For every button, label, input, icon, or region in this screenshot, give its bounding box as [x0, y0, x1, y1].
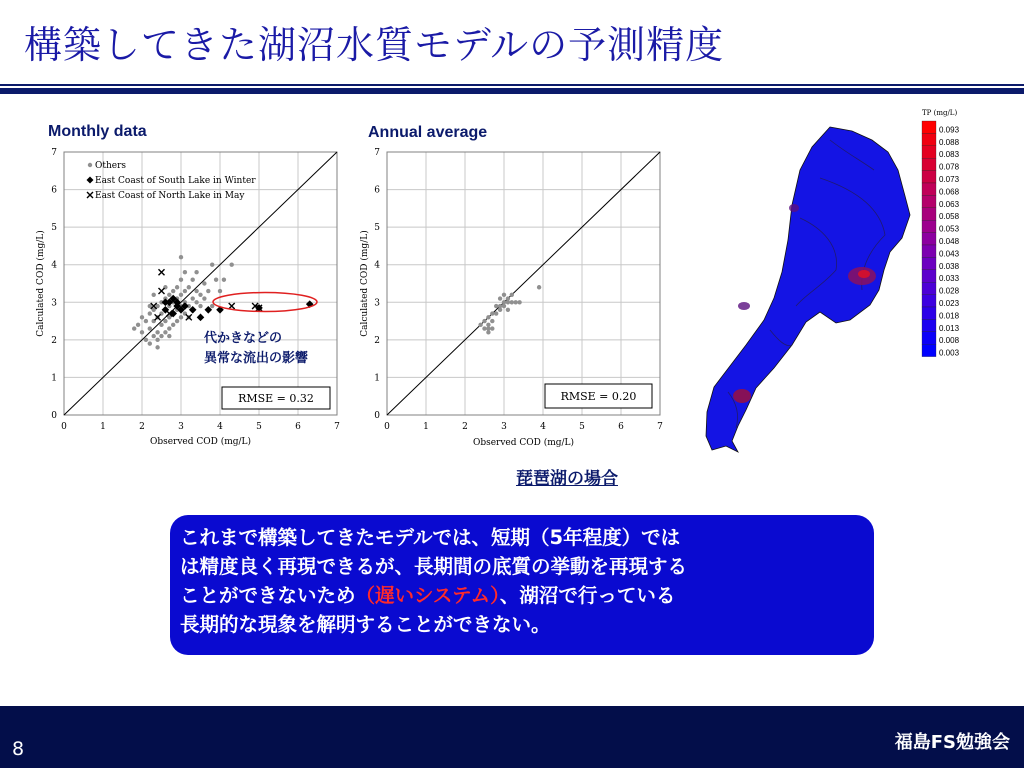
colorbar-swatch	[922, 270, 936, 282]
colorbar-swatch	[922, 158, 936, 170]
note-line-2: は精度良く再現できるが、長期間の底質の挙動を再現する	[180, 555, 688, 578]
data-point-others	[194, 289, 198, 293]
data-point-others	[222, 278, 226, 282]
colorbar-swatch	[922, 195, 936, 207]
colorbar-swatch	[922, 208, 936, 220]
data-point-others	[140, 315, 144, 319]
data-point-others	[202, 281, 206, 285]
colorbar-swatch	[922, 133, 936, 145]
lake-hotspot	[789, 204, 799, 212]
data-point-others	[506, 300, 510, 304]
data-point-others	[494, 304, 498, 308]
colorbar-swatch	[922, 171, 936, 183]
legend-marker-others	[88, 163, 92, 167]
data-point-others	[163, 330, 167, 334]
legend-marker-diamond	[87, 177, 94, 184]
colorbar-swatch	[922, 282, 936, 294]
lake-hotspot	[733, 389, 751, 403]
data-point-others	[155, 330, 159, 334]
data-point-others	[537, 285, 541, 289]
note-line-3-suffix: 、湖沼で行っている	[499, 584, 676, 607]
data-point-others	[152, 334, 156, 338]
data-point-others	[148, 326, 152, 330]
y-tick-label: 1	[374, 373, 380, 384]
rmse-label: RMSE = 0.32	[238, 392, 314, 405]
x-tick-label: 0	[61, 422, 67, 432]
data-point-north-lake-may	[159, 269, 165, 275]
page-number: 8	[12, 738, 25, 760]
legend-label: East Coast of North Lake in May	[95, 191, 245, 201]
data-point-others	[214, 278, 218, 282]
data-point-others	[163, 319, 167, 323]
chart-title: Monthly data	[48, 123, 147, 140]
colorbar-label: 0.088	[939, 137, 960, 147]
colorbar-swatch	[922, 146, 936, 158]
data-point-others	[155, 345, 159, 349]
colorbar-label: 0.003	[939, 348, 960, 358]
y-tick-label: 6	[51, 185, 57, 196]
colorbar-label: 0.093	[939, 125, 960, 135]
data-point-others	[183, 270, 187, 274]
data-point-others	[198, 304, 202, 308]
x-tick-label: 3	[178, 422, 184, 432]
data-point-others	[490, 311, 494, 315]
data-point-others	[494, 311, 498, 315]
colorbar-label: 0.073	[939, 175, 960, 184]
data-point-others	[198, 293, 202, 297]
data-point-north-lake-may	[159, 288, 165, 294]
colorbar-swatch	[922, 121, 936, 133]
colorbar-label: 0.023	[939, 299, 960, 308]
lake-hotspot	[858, 270, 870, 278]
annotation-line-1: 代かきなどの	[204, 330, 283, 345]
colorbar-label: 0.068	[939, 187, 960, 197]
colorbar-swatch	[922, 220, 936, 232]
y-tick-label: 7	[51, 148, 57, 158]
colorbar-label: 0.053	[939, 224, 960, 234]
colorbar-label: 0.078	[939, 162, 960, 172]
data-point-others	[486, 326, 490, 330]
x-tick-label: 5	[579, 422, 585, 432]
data-point-others	[136, 323, 140, 327]
lake-hotspot	[738, 302, 750, 310]
data-point-north-lake-may	[229, 303, 235, 309]
data-point-others	[230, 263, 234, 267]
colorbar-swatch	[922, 344, 936, 356]
x-tick-label: 4	[217, 422, 223, 432]
data-point-others	[498, 304, 502, 308]
data-point-others	[486, 323, 490, 327]
data-point-others	[152, 293, 156, 297]
data-point-others	[510, 293, 514, 297]
y-tick-label: 3	[374, 298, 380, 309]
x-tick-label: 6	[618, 422, 624, 432]
colorbar-label: 0.008	[939, 336, 960, 346]
note-line-4: 長期的な現象を解明することができない。	[180, 613, 551, 636]
x-tick-label: 7	[657, 422, 663, 432]
colorbar-label: 0.028	[939, 286, 960, 296]
data-point-others	[179, 255, 183, 259]
data-point-others	[502, 293, 506, 297]
data-point-others	[167, 293, 171, 297]
y-tick-label: 5	[374, 223, 380, 234]
data-point-others	[202, 296, 206, 300]
y-axis-label: Calculated COD (mg/L)	[36, 230, 46, 337]
data-point-others	[175, 285, 179, 289]
y-tick-label: 2	[51, 335, 57, 346]
data-point-others	[179, 293, 183, 297]
y-tick-label: 2	[374, 335, 380, 346]
y-tick-label: 4	[51, 260, 57, 271]
x-tick-label: 2	[139, 422, 145, 432]
x-tick-label: 5	[256, 422, 262, 432]
data-point-others	[482, 319, 486, 323]
colorbar-label: 0.063	[939, 199, 960, 209]
colorbar-label: 0.043	[939, 249, 960, 259]
data-point-others	[490, 319, 494, 323]
data-point-others	[140, 330, 144, 334]
y-tick-label: 0	[51, 411, 57, 421]
colorbar-swatch	[922, 319, 936, 331]
colorbar-label: 0.083	[939, 150, 960, 160]
data-point-others	[498, 308, 502, 312]
data-point-others	[514, 300, 518, 304]
colorbar-swatch	[922, 332, 936, 344]
one-to-one-line	[387, 152, 660, 415]
data-point-others	[175, 319, 179, 323]
data-point-others	[144, 319, 148, 323]
x-tick-label: 7	[334, 422, 340, 432]
data-point-others	[148, 311, 152, 315]
y-tick-label: 3	[51, 298, 57, 309]
data-point-others	[191, 296, 195, 300]
y-tick-label: 5	[51, 223, 57, 234]
x-tick-label: 1	[423, 422, 429, 432]
rmse-label: RMSE = 0.20	[560, 390, 637, 403]
data-point-others	[490, 326, 494, 330]
x-tick-label: 0	[384, 422, 390, 432]
colorbar-label: 0.038	[939, 261, 960, 271]
chart-title: Annual average	[368, 124, 488, 141]
x-tick-label: 2	[462, 422, 468, 432]
colorbar-swatch	[922, 307, 936, 319]
legend-label: East Coast of South Lake in Winter	[95, 176, 256, 186]
y-tick-label: 0	[374, 411, 380, 421]
colorbar-swatch	[922, 183, 936, 195]
legend-label: Others	[95, 161, 127, 171]
data-point-others	[132, 326, 136, 330]
colorbar-label: 0.033	[939, 274, 960, 284]
data-point-others	[144, 338, 148, 342]
colorbar-label: 0.058	[939, 212, 960, 222]
colorbar-label: 0.013	[939, 323, 960, 333]
data-point-others	[167, 326, 171, 330]
x-tick-label: 6	[295, 422, 301, 432]
data-point-south-lake-winter	[197, 314, 205, 322]
data-point-others	[171, 323, 175, 327]
colorbar-swatch	[922, 295, 936, 307]
data-point-others	[155, 338, 159, 342]
data-point-others	[218, 289, 222, 293]
data-point-others	[179, 278, 183, 282]
x-tick-label: 3	[501, 422, 507, 432]
colorbar-label: 0.048	[939, 237, 960, 246]
data-point-others	[191, 278, 195, 282]
data-point-others	[498, 296, 502, 300]
data-point-others	[210, 263, 214, 267]
y-tick-label: 7	[374, 148, 380, 158]
data-point-others	[187, 285, 191, 289]
colorbar-label: 0.018	[939, 311, 960, 321]
x-axis-label: Observed COD (mg/L)	[472, 438, 575, 448]
colorbar-swatch	[922, 257, 936, 269]
data-point-others	[159, 334, 163, 338]
x-tick-label: 1	[100, 422, 106, 432]
legend-marker-x	[87, 192, 93, 198]
y-tick-label: 4	[374, 260, 380, 271]
data-point-others	[486, 330, 490, 334]
data-point-others	[179, 315, 183, 319]
footer-bar	[0, 706, 1024, 768]
colorbar-swatch	[922, 233, 936, 245]
data-point-others	[183, 289, 187, 293]
data-point-others	[506, 296, 510, 300]
annotation-line-2: 異常な流出の影響	[204, 350, 309, 365]
note-line-3	[180, 581, 874, 610]
colorbar-swatch	[922, 245, 936, 257]
lake-caption: 琵琶湖の場合	[516, 469, 618, 489]
data-point-others	[486, 315, 490, 319]
note-line-3-prefix: ことができないため	[180, 584, 356, 607]
data-point-others	[194, 300, 198, 304]
slide-title: 構築してきた湖沼水質モデルの予測精度	[24, 23, 725, 67]
data-point-others	[510, 300, 514, 304]
data-point-others	[171, 289, 175, 293]
note-highlight: （遅いシステム）	[355, 584, 500, 607]
organization-name: 福島FS勉強会	[894, 732, 1010, 753]
data-point-others	[148, 341, 152, 345]
colorbar-title: TP (mg/L)	[922, 109, 958, 117]
lake-map-outline	[706, 127, 910, 452]
y-axis-label: Calculated COD (mg/L)	[360, 230, 370, 337]
data-point-others	[482, 326, 486, 330]
y-tick-label: 6	[374, 185, 380, 196]
x-tick-label: 4	[540, 422, 546, 432]
data-point-others	[506, 308, 510, 312]
data-point-others	[167, 334, 171, 338]
summary-note	[170, 515, 874, 655]
data-point-others	[206, 289, 210, 293]
x-axis-label: Observed COD (mg/L)	[149, 437, 252, 447]
data-point-others	[478, 323, 482, 327]
data-point-others	[194, 270, 198, 274]
note-line-1: これまで構築してきたモデルでは、短期（5年程度）では	[180, 526, 681, 549]
data-point-others	[159, 323, 163, 327]
data-point-others	[502, 304, 506, 308]
data-point-others	[517, 300, 521, 304]
y-tick-label: 1	[51, 373, 57, 384]
data-point-others	[502, 300, 506, 304]
